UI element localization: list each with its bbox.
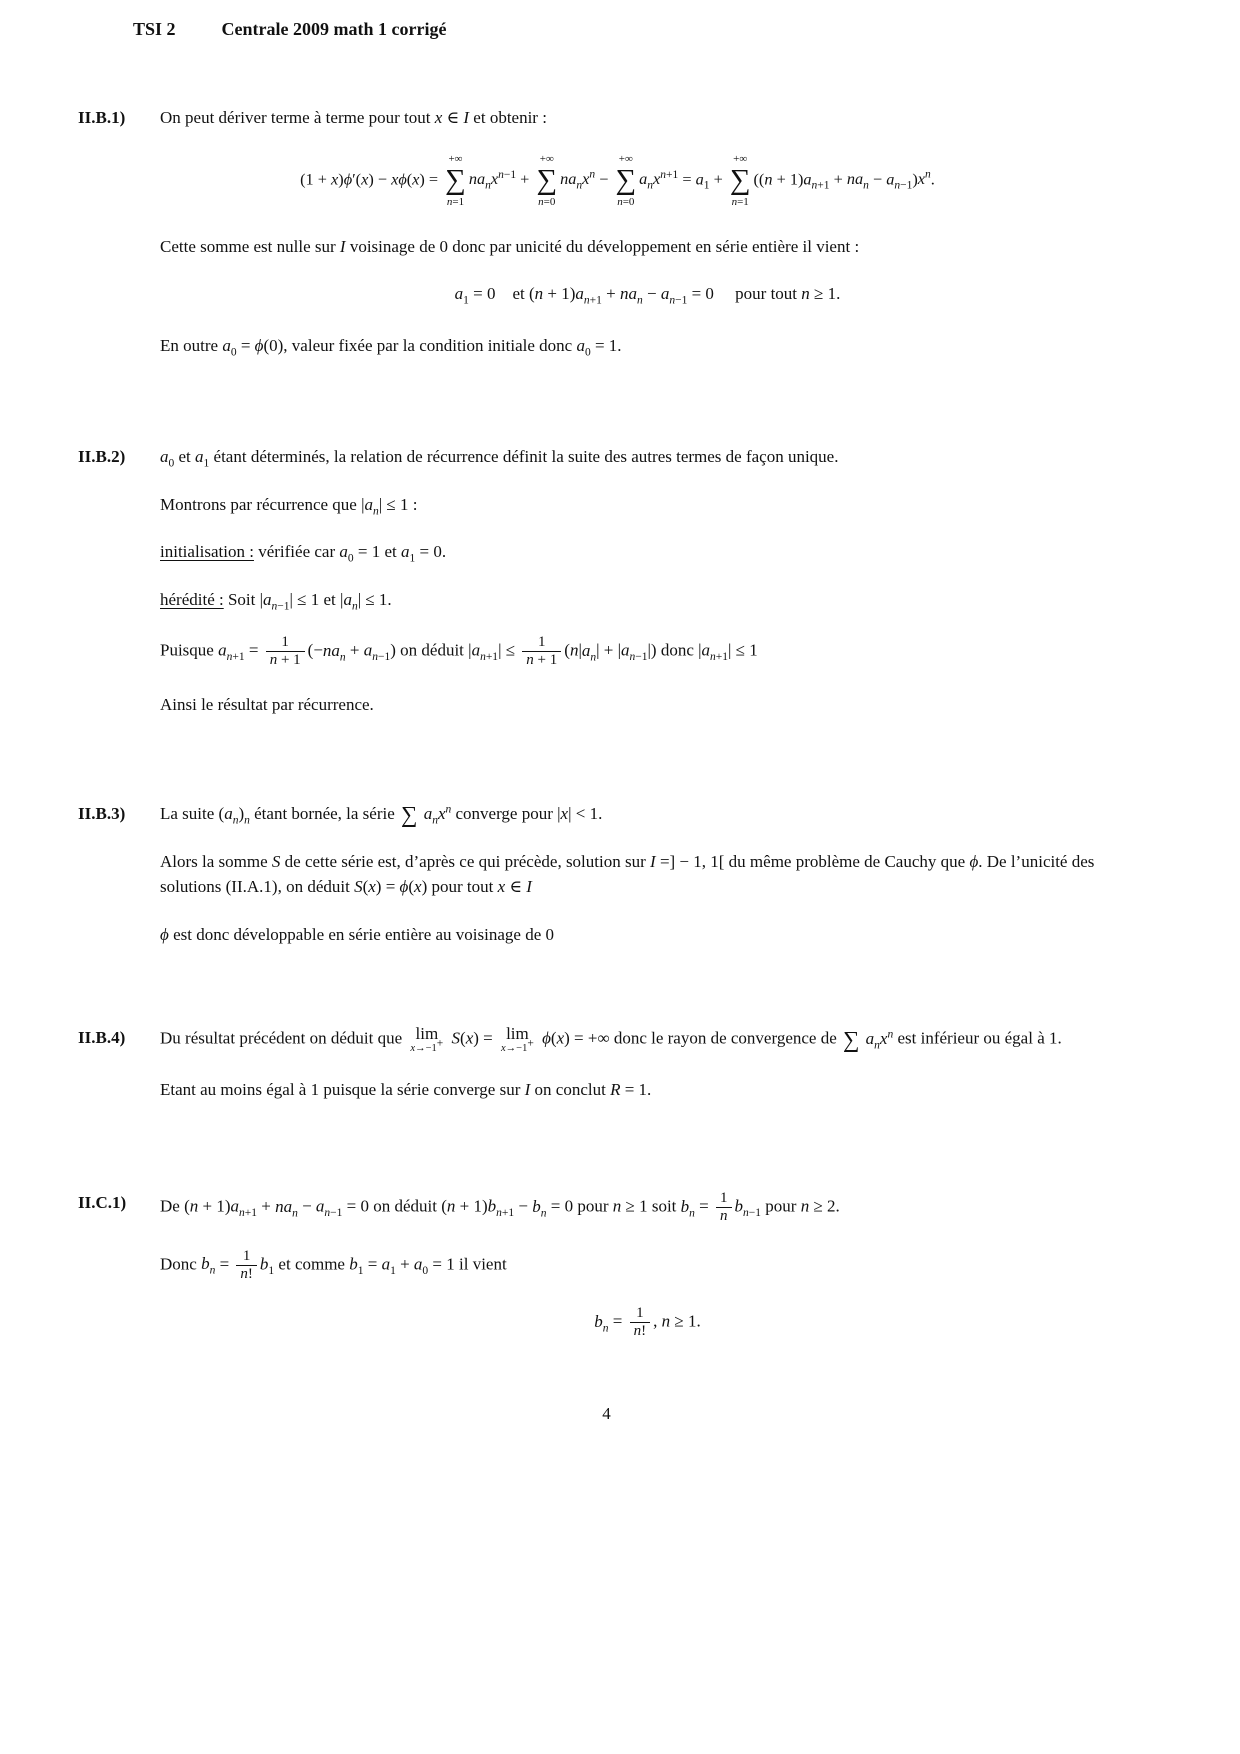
paragraph-intro: On peut dériver terme à terme pour tout x ∈ I et obtenir :: [160, 108, 547, 127]
paragraph-limite: Du résultat précédent on déduit que lim x→−1+ S(x) = lim x→−1+ ϕ(x) = +∞ donc le rayon de convergence de ∑ $a_nx^n$ est inférieur ou égal à 1.: [160, 1024, 1062, 1055]
paragraph-rayon: Etant au moins égal à 1 puisque la série converge sur I on conclut R = 1.: [160, 1079, 652, 1099]
section-label-iib3: II.B.3): [78, 804, 126, 824]
paragraph-donc-bn: Donc $b_n$ = $\frac{1}{n!}$ $b_1$ et comme $b_1 = a_1 + a_0 = 1$ il vient: [160, 1247, 507, 1282]
section-body-iic1: [160, 1190, 1135, 1367]
paragraph-unicite: Cette somme est nulle sur I voisinage de 0 donc par unicité du développement en série entière il vient :: [160, 236, 860, 256]
section-iib4: [78, 1025, 1135, 1102]
paragraph-suite-bornee: La suite $(a_n)_n$ étant bornée, la série ∑ $a_nx^n$ converge pour |x| < 1.: [160, 802, 603, 828]
section-label-iib2: II.B.2): [78, 447, 126, 467]
page-number: 4: [602, 1403, 611, 1423]
section-body-iib4: [160, 1025, 1135, 1102]
paragraph-puisque: Puisque $a_{n+1}$ = $\frac{1}{n + 1}$ $(-na_n + a_{n-1})$ on déduit $|a_{n+1}|$ ≤ $\frac{1}{n + 1}$ $(n|a_n| + |a_{n-1}|)$ donc $|a_{n+1}| \le 1$: [160, 634, 758, 669]
paragraph-alors-somme: Alors la somme S de cette série est, d’après ce qui précède, solution sur I =] − 1, 1[ du même problème de Cauchy que ϕ. De l’unicité des solutions (II.A.1), on déduit S(x) = ϕ(x) pour tout x ∈ I: [160, 851, 1095, 897]
document-title: Centrale 2009 math 1 corrigé: [221, 19, 447, 39]
section-label-iib4: II.B.4): [78, 1028, 126, 1048]
section-iic1: [78, 1190, 1135, 1367]
paragraph-a0: En outre $a_0 = \phi(0)$, valeur fixée par la condition initiale donc $a_0 = 1$.: [160, 335, 622, 359]
section-iib2: [78, 444, 1135, 717]
display-equation-bn: $b_n$ = $\frac{1}{n!}$ , n ≥ 1.: [594, 1305, 701, 1340]
paragraph-heredite: hérédité : Soit $|a_{n-1}| \le 1$ et $|a_n| \le 1$.: [160, 589, 392, 613]
course-label: TSI 2: [133, 19, 176, 39]
section-body-iib2: [160, 444, 1135, 717]
paragraph-developpable: ϕ est donc développable en série entière au voisinage de 0: [160, 924, 554, 944]
section-iib1: [78, 105, 1135, 358]
section-iib3: [78, 801, 1135, 947]
section-body-iib1: [160, 105, 1135, 358]
paragraph-initialisation: initialisation : vérifiée car $a_0 = 1$ et $a_1 = 0$.: [160, 542, 447, 565]
paragraph-ainsi: Ainsi le résultat par récurrence.: [160, 694, 374, 714]
section-label-iib1: II.B.1): [78, 108, 126, 127]
display-equation-recurrence: $a_1 = 0$ et $(n + 1)a_{n+1} + na_n - a_{n-1} = 0$ pour tout n ≥ 1.: [454, 284, 841, 307]
section-label-iic1: II.C.1): [78, 1193, 127, 1213]
display-equation-series: (1 + x)ϕ′(x) − xϕ(x) = +∞ ∑ n=1 $na_nx^{n-1}$ + +∞ ∑ n=0 $na_nx^n$ − +∞ ∑ n=0 $a_nx^{n+1} = a_1$ + +∞ ∑ n=1 $((n + 1)a_{n+1} + na_n - a_{n-1})x^n$.: [300, 152, 935, 208]
paragraph-unique: $a_0$ et $a_1$ étant déterminés, la relation de récurrence définit la suite des autres termes de façon unique.: [160, 447, 839, 470]
paragraph-recurrence-bn: De $(n + 1)a_{n+1} + na_n - a_{n-1} = 0$ on déduit $(n + 1)b_{n+1} - b_n = 0$ pour n ≥ 1 soit $b_n$ = $\frac{1}{n}$ $b_{n-1}$ pour n ≥ 2.: [160, 1190, 840, 1225]
section-body-iib3: [160, 801, 1135, 947]
page-header: [133, 16, 1135, 43]
paragraph-montrons: Montrons par récurrence que $|a_n| \le 1$ :: [160, 494, 418, 518]
